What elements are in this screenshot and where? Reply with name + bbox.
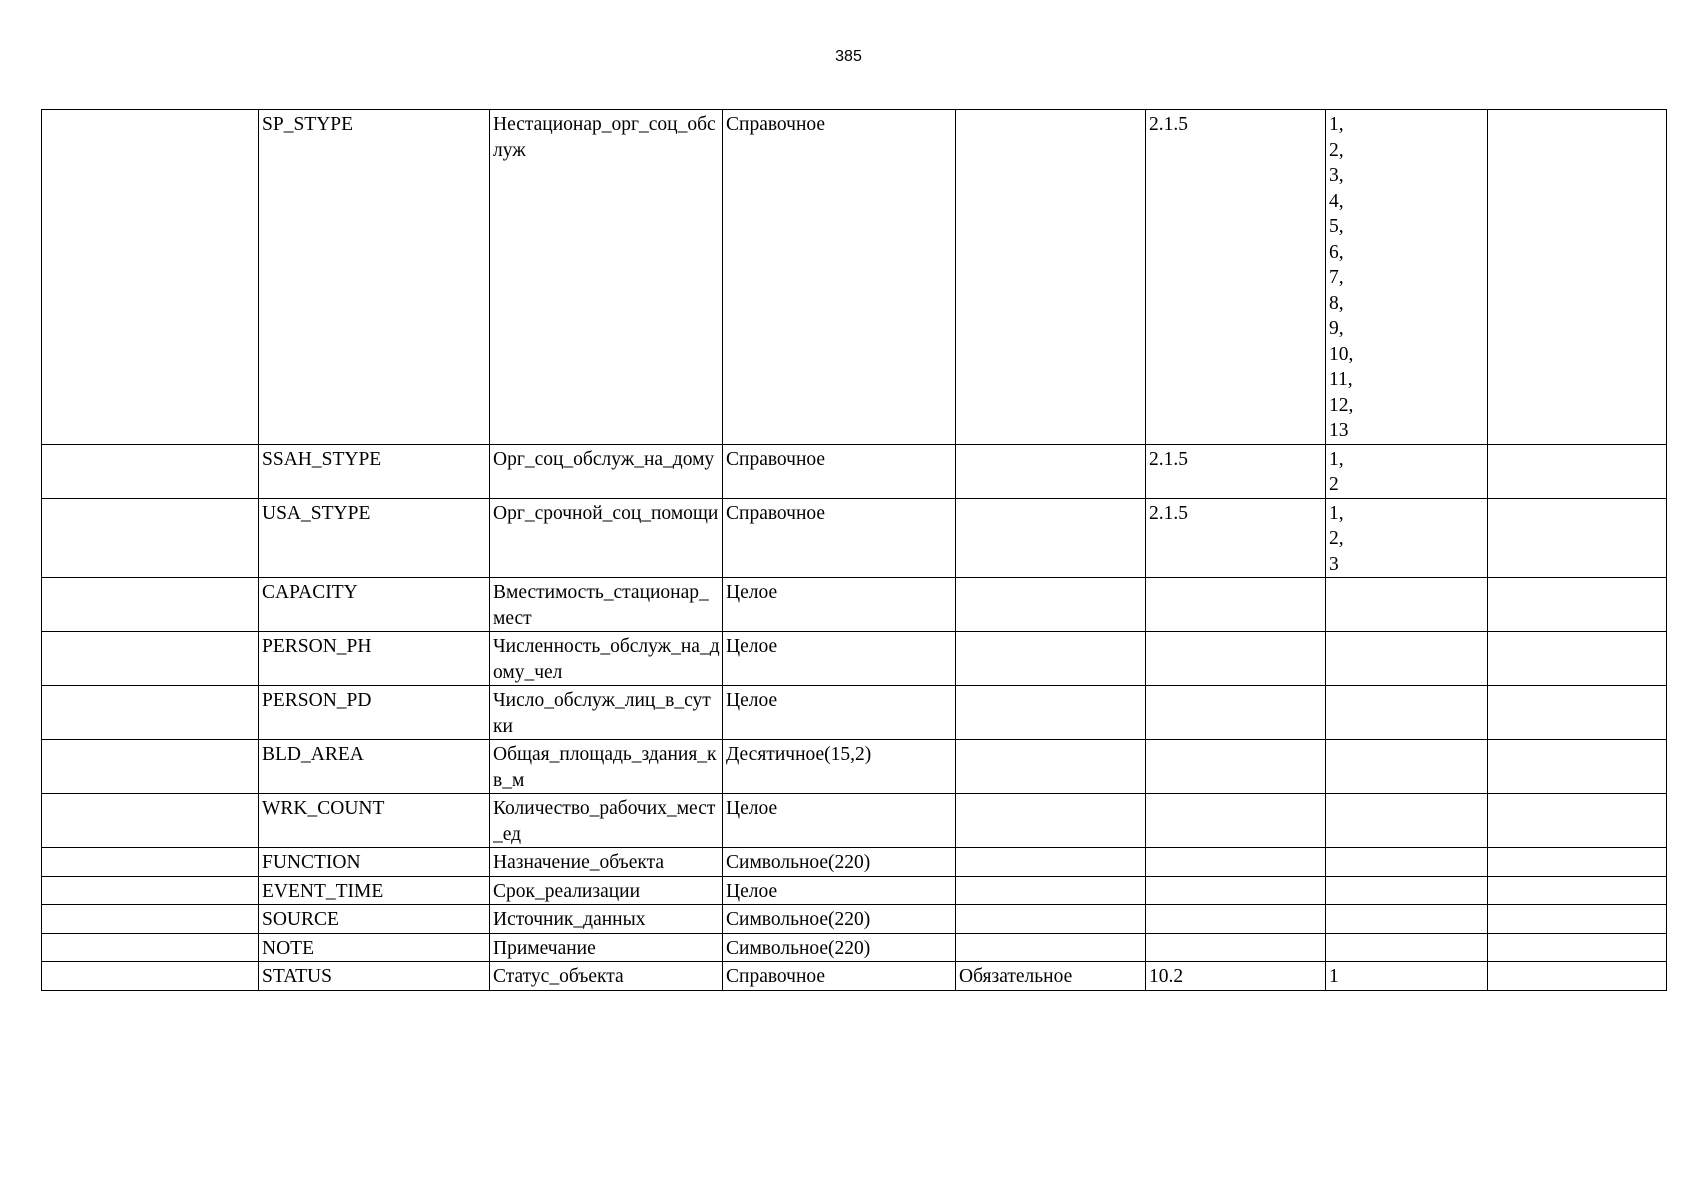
value-code: 1, <box>1329 114 1344 135</box>
empty-cell <box>42 933 259 962</box>
cell-type: Целое <box>723 794 956 848</box>
cell-name: Примечание <box>490 933 723 962</box>
empty-cell <box>1488 876 1667 905</box>
empty-cell <box>1488 740 1667 794</box>
cell-required <box>956 444 1146 498</box>
table-body <box>42 110 1667 991</box>
value-code: 2, <box>1329 528 1344 549</box>
value-code: 3, <box>1329 165 1344 186</box>
value-code: 3 <box>1329 553 1339 575</box>
cell-values <box>1326 632 1488 686</box>
empty-cell <box>1488 578 1667 632</box>
cell-name: Число_обслуж_лиц_в_сутки <box>490 686 723 740</box>
cell-required <box>956 740 1146 794</box>
table-row <box>42 794 1667 848</box>
empty-cell <box>1488 444 1667 498</box>
table-row <box>42 740 1667 794</box>
cell-type: Символьное(220) <box>723 905 956 934</box>
cell-values <box>1326 848 1488 877</box>
table-row <box>42 110 1667 445</box>
empty-cell <box>42 794 259 848</box>
value-code: 11, <box>1329 369 1353 390</box>
value-code: 13 <box>1329 420 1349 441</box>
empty-cell <box>42 686 259 740</box>
cell-required <box>956 578 1146 632</box>
cell-type: Целое <box>723 876 956 905</box>
empty-cell <box>42 578 259 632</box>
cell-required <box>956 498 1146 578</box>
cell-name: Орг_соц_обслуж_на_дому <box>490 444 723 498</box>
cell-ref <box>1146 876 1326 905</box>
table-row <box>42 962 1667 991</box>
table-row <box>42 498 1667 578</box>
cell-ref <box>1146 632 1326 686</box>
value-code: 6, <box>1329 241 1344 263</box>
cell-required <box>956 876 1146 905</box>
value-code: 12, <box>1329 394 1354 416</box>
cell-type: Целое <box>723 578 956 632</box>
table-row <box>42 848 1667 877</box>
cell-values <box>1326 740 1488 794</box>
value-code: 1, <box>1329 448 1344 470</box>
cell-values <box>1326 110 1488 445</box>
cell-ref <box>1146 794 1326 848</box>
cell-code: STATUS <box>259 962 490 991</box>
empty-cell <box>42 498 259 578</box>
cell-name: Количество_рабочих_мест_ед <box>490 794 723 848</box>
cell-values <box>1326 686 1488 740</box>
value-code: 10, <box>1329 343 1354 365</box>
cell-type: Справочное <box>723 962 956 991</box>
empty-cell <box>42 444 259 498</box>
cell-ref: 2.1.5 <box>1146 110 1326 445</box>
attribute-table <box>41 109 1667 991</box>
cell-required <box>956 905 1146 934</box>
cell-ref: 2.1.5 <box>1146 444 1326 498</box>
cell-type: Десятичное(15,2) <box>723 740 956 794</box>
cell-required <box>956 686 1146 740</box>
cell-values <box>1326 962 1488 991</box>
table-row <box>42 578 1667 632</box>
empty-cell <box>1488 933 1667 962</box>
value-code: 9, <box>1329 318 1344 339</box>
cell-type: Справочное <box>723 110 956 445</box>
empty-cell <box>1488 905 1667 934</box>
empty-cell <box>42 110 259 445</box>
cell-values <box>1326 498 1488 578</box>
cell-required <box>956 933 1146 962</box>
cell-code: WRK_COUNT <box>259 794 490 848</box>
cell-ref <box>1146 905 1326 934</box>
empty-cell <box>42 848 259 877</box>
cell-required <box>956 110 1146 445</box>
value-code: 4, <box>1329 190 1344 212</box>
table-row <box>42 933 1667 962</box>
table-row <box>42 876 1667 905</box>
cell-name: Численность_обслуж_на_дому_чел <box>490 632 723 686</box>
empty-cell <box>1488 794 1667 848</box>
cell-name: Источник_данных <box>490 905 723 934</box>
cell-ref: 2.1.5 <box>1146 498 1326 578</box>
empty-cell <box>42 905 259 934</box>
cell-type: Целое <box>723 686 956 740</box>
empty-cell <box>1488 686 1667 740</box>
cell-ref <box>1146 933 1326 962</box>
value-code: 1 <box>1329 966 1339 987</box>
cell-values <box>1326 578 1488 632</box>
cell-code: BLD_AREA <box>259 740 490 794</box>
cell-name: Орг_срочной_соц_помощи <box>490 498 723 578</box>
cell-type: Справочное <box>723 444 956 498</box>
cell-required <box>956 794 1146 848</box>
empty-cell <box>42 740 259 794</box>
cell-required: Обязательное <box>956 962 1146 991</box>
value-code: 2, <box>1329 139 1344 161</box>
empty-cell <box>1488 962 1667 991</box>
value-code: 5, <box>1329 216 1344 237</box>
cell-type: Целое <box>723 632 956 686</box>
value-code: 2 <box>1329 474 1339 495</box>
cell-name: Вместимость_стационар_мест <box>490 578 723 632</box>
cell-code: EVENT_TIME <box>259 876 490 905</box>
cell-ref <box>1146 740 1326 794</box>
empty-cell <box>1488 848 1667 877</box>
cell-ref <box>1146 686 1326 740</box>
cell-code: PERSON_PH <box>259 632 490 686</box>
cell-required <box>956 632 1146 686</box>
cell-code: SP_STYPE <box>259 110 490 445</box>
empty-cell <box>1488 632 1667 686</box>
empty-cell <box>1488 498 1667 578</box>
empty-cell <box>42 632 259 686</box>
cell-type: Символьное(220) <box>723 848 956 877</box>
cell-name: Нестационар_орг_соц_обслуж <box>490 110 723 445</box>
cell-required <box>956 848 1146 877</box>
cell-type: Справочное <box>723 498 956 578</box>
empty-cell <box>1488 110 1667 445</box>
cell-values <box>1326 444 1488 498</box>
cell-name: Срок_реализации <box>490 876 723 905</box>
cell-values <box>1326 794 1488 848</box>
table-row <box>42 686 1667 740</box>
cell-values <box>1326 876 1488 905</box>
value-code: 1, <box>1329 502 1344 524</box>
table-row <box>42 444 1667 498</box>
value-code: 7, <box>1329 267 1344 288</box>
page-number: 385 <box>835 48 862 65</box>
cell-code: FUNCTION <box>259 848 490 877</box>
table-row <box>42 632 1667 686</box>
cell-ref <box>1146 848 1326 877</box>
cell-code: SOURCE <box>259 905 490 934</box>
empty-cell <box>42 876 259 905</box>
cell-code: CAPACITY <box>259 578 490 632</box>
value-code: 8, <box>1329 292 1344 314</box>
table-row <box>42 905 1667 934</box>
cell-type: Символьное(220) <box>723 933 956 962</box>
cell-name: Назначение_объекта <box>490 848 723 877</box>
cell-name: Общая_площадь_здания_кв_м <box>490 740 723 794</box>
cell-ref <box>1146 578 1326 632</box>
cell-code: NOTE <box>259 933 490 962</box>
empty-cell <box>42 962 259 991</box>
cell-code: PERSON_PD <box>259 686 490 740</box>
cell-code: SSAH_STYPE <box>259 444 490 498</box>
cell-name: Статус_объекта <box>490 962 723 991</box>
cell-code: USA_STYPE <box>259 498 490 578</box>
cell-values <box>1326 933 1488 962</box>
cell-ref: 10.2 <box>1146 962 1326 991</box>
cell-values <box>1326 905 1488 934</box>
